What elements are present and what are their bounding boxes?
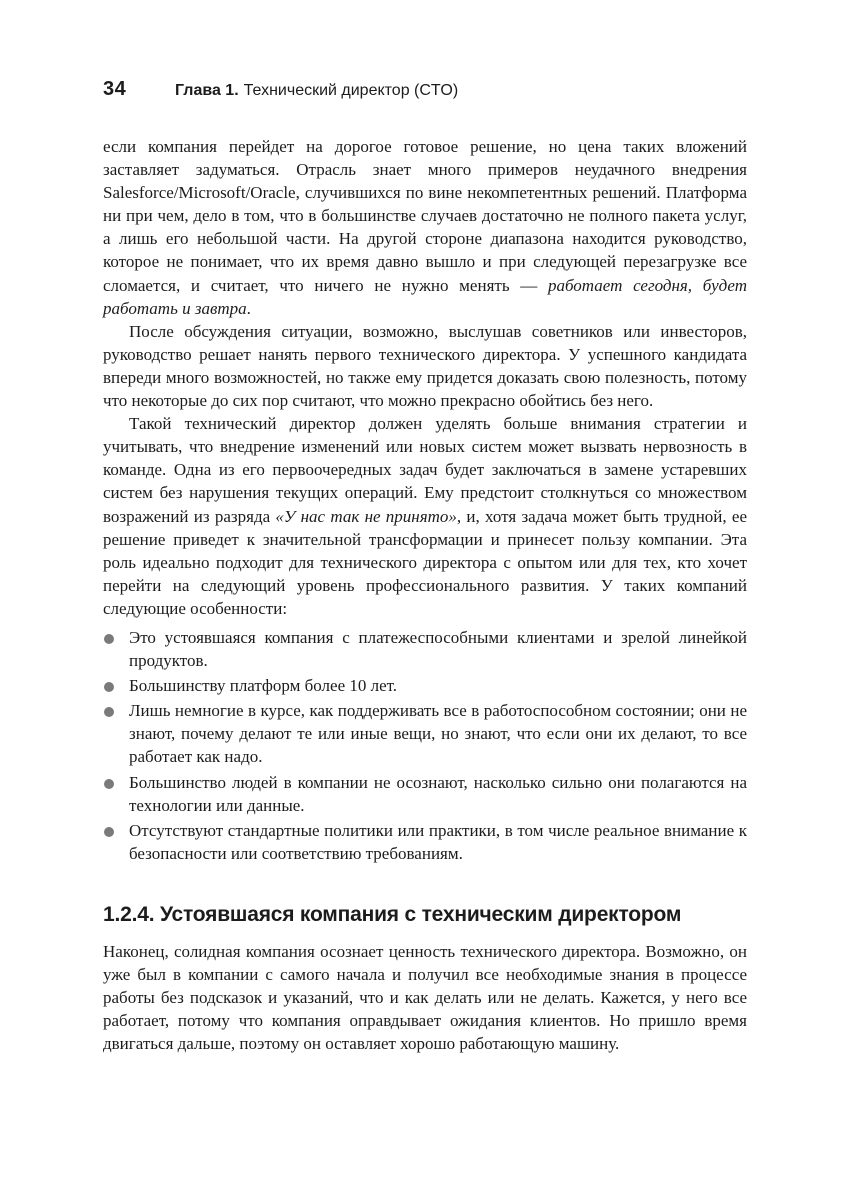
- feature-list: [103, 626, 747, 865]
- section-heading: 1.2.4. Устоявшаяся компания с техническим директором: [103, 902, 682, 926]
- list-item-text: Большинство людей в компании не осознают, насколько сильно они полагаются на технологии или данные.: [129, 772, 747, 815]
- paragraph-3-quote: «У нас так не принято»: [275, 506, 457, 526]
- chapter-title: Технический директор (CTO): [243, 82, 459, 99]
- paragraph-3: [103, 412, 747, 620]
- list-item-text: Это устоявшаяся компания с платежеспособными клиентами и зрелой линейкой продуктов.: [129, 627, 747, 671]
- list-item-text: Лишь немногие в курсе, как поддерживать все в работоспособном состоянии; они не знают, почему делают те или иные вещи, но знают, что если они их делают, то все работает как надо.: [129, 701, 747, 767]
- paragraph-3-start: Такой технический директор должен уделять больше внимания стратегии и учитывать, что внедрение изменений или новых систем может вызвать нервозность в команде. Одна из его первоочередных задач будет заключаться в замене устаревших систем без нарушения текущих операций. Ему предстоит столкнуться со множеством возражений из разряда: [103, 414, 747, 526]
- chapter-label: Глава 1.: [175, 82, 239, 99]
- list-item: [103, 674, 747, 697]
- paragraph-2: После обсуждения ситуации, возможно, выслушав советников или инвесторов, руководство решает нанять первого технического директора. У успешного кандидата впереди много возможностей, но также ему придется доказать свою полезность, потому что некоторые до сих пор считают, что можно прекрасно обойтись без него.: [103, 321, 747, 411]
- list-item-text: Большинству платформ более 10 лет.: [129, 676, 398, 696]
- list-item: [103, 626, 747, 672]
- bullet-dot-icon: [104, 682, 114, 692]
- bullet-dot-icon: [104, 707, 114, 717]
- bullet-dot-icon: [104, 634, 114, 644]
- book-page: [103, 78, 747, 1055]
- body-text: [103, 135, 747, 1055]
- paragraph-1-text: если компания перейдет на дорогое готовое решение, но цена таких вложений заставляет задуматься. Отрасль знает много примеров неудачного внедрения Salesforce/Microsoft/Oracle, случившихся по вине некомпетентных решений. Платформа ни при чем, дело в том, что в большинстве случаев достаточно не полного пакета услуг, а лишь его небольшой части. На другой стороне диапазона находится руководство, которое не понимает, что их время давно вышло и при следующей перезагрузке все сломается, и считает, что ничего не нужно менять —: [103, 137, 747, 295]
- paragraph-1: [103, 135, 747, 320]
- list-item: [103, 699, 747, 768]
- bullet-dot-icon: [104, 827, 114, 837]
- list-item: [103, 771, 747, 817]
- paragraph-1-end: .: [246, 298, 251, 318]
- running-header: [103, 78, 747, 101]
- list-item-text: Отсутствуют стандартные политики или практики, в том числе реальное внимание к безопасности или соответствию требованиям.: [129, 820, 747, 863]
- list-item: [103, 819, 747, 865]
- paragraph-3-end: , и, хотя задача может быть трудной, ее решение приведет к значительной трансформации и принесет пользу компании. Эта роль идеально подходит для технического директора с опытом или для тех, кто хочет перейти на следующий уровень профессионального развития. У таких компаний следующие особенности:: [103, 506, 747, 618]
- paragraph-1-emphasis: работает сегодня, будет работать и завтра: [103, 275, 747, 318]
- page-number: 34: [103, 78, 127, 100]
- bullet-dot-icon: [104, 779, 114, 789]
- paragraph-4: Наконец, солидная компания осознает ценность технического директора. Возможно, он уже был в компании с самого начала и получил все необходимые знания в процессе работы без подсказок и указаний, что и как делать или не делать. Кажется, у него все работает, потому что компания оправдывает ожидания клиентов. Но пришло время двигаться дальше, поэтому он оставляет хорошо работающую машину.: [103, 942, 747, 1054]
